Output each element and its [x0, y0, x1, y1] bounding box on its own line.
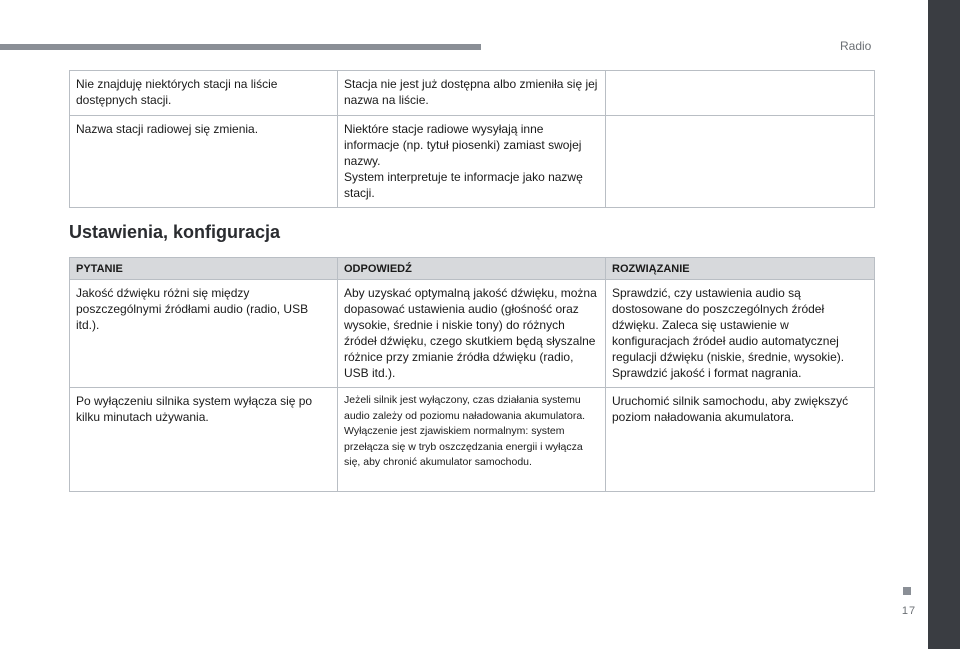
section-header-label: Radio	[840, 39, 872, 53]
question-cell	[70, 388, 338, 492]
table-row	[70, 280, 875, 388]
solution-cell	[606, 71, 875, 116]
column-header-question: PYTANIE	[70, 258, 338, 280]
faq-table-top	[69, 70, 875, 208]
section-title: Ustawienia, konfiguracja	[69, 222, 281, 242]
answer-cell	[338, 71, 606, 116]
answer-text: Niektóre stacje radiowe wysyłają inne informacje (np. tytuł piosenki) zamiast swojej nazwy. System interpretuje te informacje jako nazwę stacji.	[344, 122, 583, 200]
answer-text: Jeżeli silnik jest wyłączony, czas działania systemu audio zależy od poziomu naładowania akumulatora. Wyłączenie jest zjawiskiem normalnym: system przełącza się w tryb oszczędzania energii i wyłącza się, aby chronić akumulator samochodu.	[344, 394, 586, 468]
faq-table-settings	[69, 257, 875, 492]
solution-text: Sprawdzić, czy ustawienia audio są dostosowane do poszczególnych źródeł dźwięku. Zaleca się ustawienie w konfiguracjach źródeł audio automatycznej regulacji dźwięku (niskie, średnie, wysokie). Sprawdzić jakość i format nagrania.	[612, 286, 845, 380]
question-cell	[70, 280, 338, 388]
header-accent-bar	[0, 44, 481, 50]
answer-cell	[338, 388, 606, 492]
table-row	[70, 71, 875, 116]
question-text: Po wyłączeniu silnika system wyłącza się po kilku minutach używania.	[76, 394, 313, 424]
table-row	[70, 388, 875, 492]
solution-cell	[606, 280, 875, 388]
column-header-answer: ODPOWIEDŹ	[338, 258, 606, 280]
question-text: Jakość dźwięku różni się między poszczególnymi źródłami audio (radio, USB itd.).	[76, 286, 309, 332]
question-text: Nie znajduję niektórych stacji na liście dostępnych stacji.	[76, 77, 278, 107]
page-marker-square	[903, 587, 911, 595]
question-cell	[70, 71, 338, 116]
solution-cell	[606, 116, 875, 208]
question-cell	[70, 116, 338, 208]
table-row	[70, 116, 875, 208]
solution-text: Uruchomić silnik samochodu, aby zwiększyć poziom naładowania akumulatora.	[612, 394, 849, 424]
table-header-row	[70, 258, 875, 280]
solution-cell	[606, 388, 875, 492]
answer-text: Stacja nie jest już dostępna albo zmieniła się jej nazwa na liście.	[344, 77, 598, 107]
answer-cell	[338, 116, 606, 208]
column-header-solution: ROZWIĄZANIE	[606, 258, 875, 280]
answer-text: Aby uzyskać optymalną jakość dźwięku, można dopasować ustawienia audio (głośność oraz wysokie, średnie i niskie tony) do różnych źródeł dźwięku, czego skutkiem będą słyszalne różnice przy zmianie źródła dźwięku (radio, USB itd.).	[344, 286, 597, 380]
page-number: 17	[901, 605, 917, 617]
page-side-tab	[928, 0, 960, 649]
answer-cell	[338, 280, 606, 388]
question-text: Nazwa stacji radiowej się zmienia.	[76, 122, 259, 136]
